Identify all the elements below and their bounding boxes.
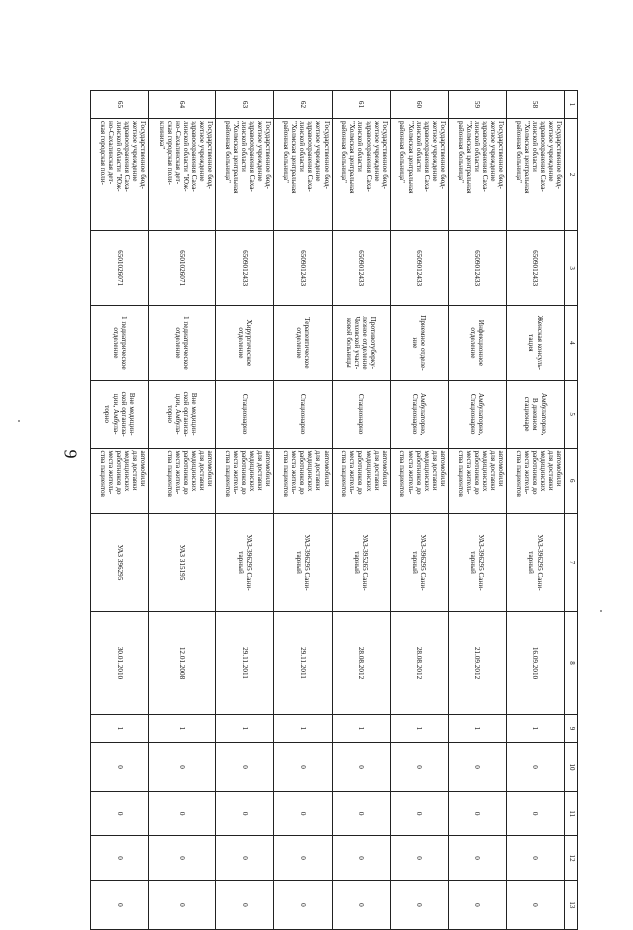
registration-date xyxy=(216,612,274,715)
care-conditions xyxy=(149,380,216,448)
organization-name xyxy=(216,119,274,231)
count-col-12 xyxy=(390,836,448,880)
vehicle-purpose-text: автомобили для доставки медицинских работников до места житель- ства пациентов xyxy=(166,450,215,497)
care-conditions xyxy=(332,380,390,448)
row-number-text: 62 xyxy=(299,100,308,109)
row-number xyxy=(149,91,216,119)
count-col-10-text: 0 xyxy=(299,765,308,769)
organization-name xyxy=(390,119,448,231)
count-col-9-text: 1 xyxy=(240,726,249,731)
scan-speck xyxy=(600,610,602,612)
care-conditions-text: Вне медицин- ской организа- ции, Амбула- торно xyxy=(166,391,199,437)
row-number xyxy=(91,91,149,119)
count-col-10 xyxy=(332,742,390,791)
department-name xyxy=(448,305,506,380)
department-name xyxy=(91,305,149,380)
department-name-text: Хирургическое отделение xyxy=(236,319,253,367)
count-col-11-text: 0 xyxy=(178,811,187,816)
count-col-12-text: 0 xyxy=(115,856,124,860)
organization-code xyxy=(332,231,390,306)
vehicle-model xyxy=(332,513,390,611)
organization-code xyxy=(216,231,274,306)
vehicle-purpose-text: автомобили для доставки медицинских работников до места житель- ства пациентов xyxy=(456,450,505,497)
vehicle-model-text: УАЗ-396295 Сани- тарный xyxy=(527,534,544,591)
vehicle-model xyxy=(216,513,274,611)
count-col-12-text: 0 xyxy=(299,856,308,860)
organization-code-text: 6509012433 xyxy=(415,250,424,287)
count-col-9 xyxy=(332,714,390,742)
registration-date-text: 29.11.2011 xyxy=(240,647,249,679)
vehicle-purpose xyxy=(91,448,149,513)
registration-date xyxy=(448,612,506,715)
count-col-11 xyxy=(448,792,506,836)
column-number-11: 11 xyxy=(565,792,578,836)
organization-code xyxy=(506,231,564,306)
department-name-text: Приемное отделе- ние xyxy=(411,315,428,371)
vehicle-model-text: УАЗ-395265 Сани- тарный xyxy=(353,534,370,591)
count-col-10-text: 0 xyxy=(178,765,187,769)
count-col-9-text: 1 xyxy=(473,726,482,731)
row-number xyxy=(448,91,506,119)
department-name xyxy=(506,305,564,380)
vehicle-model xyxy=(506,513,564,611)
care-conditions xyxy=(506,380,564,448)
vehicle-purpose xyxy=(149,448,216,513)
care-conditions-text: Стационарно xyxy=(240,393,249,435)
count-col-12 xyxy=(274,836,332,880)
row-number-text: 64 xyxy=(178,100,187,109)
scan-speck xyxy=(18,420,20,422)
department-name xyxy=(274,305,332,380)
count-col-13-text: 0 xyxy=(178,903,187,907)
vehicle-purpose xyxy=(390,448,448,513)
organization-code-text: 6509012433 xyxy=(299,250,308,287)
table-row xyxy=(274,91,332,930)
count-col-12 xyxy=(216,836,274,880)
count-col-12-text: 0 xyxy=(240,856,249,860)
care-conditions-text: Стационарно xyxy=(357,393,366,435)
column-number-4: 4 xyxy=(565,305,578,380)
count-col-13-text: 0 xyxy=(357,903,366,907)
count-col-11-text: 0 xyxy=(299,811,308,816)
organization-name-text: Государственное бюд- жетное учреждение здравоохранения Саха- линской области "Холмская центральная районная больница" xyxy=(398,121,447,194)
organization-name xyxy=(274,119,332,231)
organization-code-text: 6509012433 xyxy=(240,250,249,287)
count-col-11 xyxy=(332,792,390,836)
registration-date-text: 28.08.2012 xyxy=(357,646,366,680)
column-number-row xyxy=(565,91,578,930)
registration-date-text: 29.11.2011 xyxy=(299,647,308,679)
table-body xyxy=(91,91,565,930)
count-col-11 xyxy=(390,792,448,836)
column-number-6: 6 xyxy=(565,448,578,513)
vehicle-purpose-text: автомобили для доставки медицинских работников до места житель- ства пациентов xyxy=(224,450,273,497)
count-col-12-text: 0 xyxy=(178,856,187,860)
organization-name-text: Государственное бюд- жетное учреждение здравоохранения Саха- линской области "Холмская центральная районная больница" xyxy=(514,121,563,194)
count-col-13-text: 0 xyxy=(415,903,424,907)
column-number-10: 10 xyxy=(565,742,578,791)
count-col-13-text: 0 xyxy=(240,903,249,907)
organization-code-text: 6501026071 xyxy=(178,250,187,287)
count-col-10-text: 0 xyxy=(473,765,482,769)
department-name xyxy=(332,305,390,380)
count-col-10-text: 0 xyxy=(240,765,249,769)
organization-name-text: Государственное бюд- жетное учреждение здравоохранения Саха- линской области "Холмская центральная районная больница" xyxy=(456,121,505,194)
count-col-11-text: 0 xyxy=(240,811,249,816)
registration-date xyxy=(506,612,564,715)
count-col-10 xyxy=(91,742,149,791)
table-row xyxy=(149,91,216,930)
care-conditions xyxy=(390,380,448,448)
vehicle-model-text: УАЗ-396295 Сани- тарный xyxy=(411,534,428,591)
count-col-9 xyxy=(390,714,448,742)
count-col-13-text: 0 xyxy=(473,903,482,907)
organization-code xyxy=(448,231,506,306)
care-conditions-text: Вне медицин- ской организа- ции, Амбула- торно xyxy=(103,391,136,437)
count-col-12 xyxy=(91,836,149,880)
row-number-text: 65 xyxy=(115,100,124,109)
count-col-12 xyxy=(448,836,506,880)
vehicle-purpose xyxy=(448,448,506,513)
vehicle-purpose-text: автомобили для доставки медицинских работников до места житель- ства пациентов xyxy=(398,450,447,497)
count-col-10-text: 0 xyxy=(115,765,124,769)
count-col-9 xyxy=(274,714,332,742)
registration-date-text: 30.01.2010 xyxy=(115,646,124,680)
organization-code xyxy=(274,231,332,306)
registration-date-text: 28.08.2012 xyxy=(415,646,424,680)
vehicle-purpose xyxy=(506,448,564,513)
organization-name-text: Государственное бюд- жетное учреждение здравоохранения Саха- линской области "Холмская центральная районная больница" xyxy=(282,121,331,194)
care-conditions-text: Стационарно xyxy=(299,393,308,435)
count-col-10-text: 0 xyxy=(357,765,366,769)
column-number-3: 3 xyxy=(565,231,578,306)
table-row xyxy=(332,91,390,930)
count-col-12 xyxy=(332,836,390,880)
column-number-8: 8 xyxy=(565,612,578,715)
registration-date xyxy=(91,612,149,715)
row-number xyxy=(274,91,332,119)
row-number xyxy=(332,91,390,119)
organization-name xyxy=(506,119,564,231)
vehicle-purpose-text: автомобили для доставки медицинских работников до места житель- ства пациентов xyxy=(98,450,148,497)
organization-name-text: Государственное бюд- жетное учреждение здравоохранения Саха- линской области "Холмская центральная районная больница" xyxy=(340,121,389,194)
count-col-9 xyxy=(91,714,149,742)
count-col-11-text: 0 xyxy=(115,811,124,816)
count-col-12-text: 0 xyxy=(531,856,540,860)
row-number-text: 60 xyxy=(415,100,424,109)
organization-name-text: Государственное бюд- жетное учреждение здравоохранения Саха- линской области "Юж- но-Сахалинская дет- ская городская поли- клиника" xyxy=(157,121,215,192)
count-col-11 xyxy=(216,792,274,836)
vehicle-purpose-text: автомобили для доставки медицинских работников до места житель- ства пациентов xyxy=(514,450,563,497)
count-col-13-text: 0 xyxy=(531,903,540,907)
organization-code xyxy=(91,231,149,306)
count-col-11-text: 0 xyxy=(473,811,482,816)
department-name-text: Инфекционное отделение xyxy=(469,319,486,366)
organization-code-text: 6509012433 xyxy=(473,250,482,287)
count-col-11 xyxy=(506,792,564,836)
registration-date xyxy=(390,612,448,715)
count-col-11-text: 0 xyxy=(415,811,424,816)
organization-code-text: 6501026071 xyxy=(115,250,124,287)
vehicle-model-text: УАЗ 396295 xyxy=(115,544,124,581)
organization-code-text: 6509012433 xyxy=(531,250,540,287)
vehicle-table-rotated xyxy=(90,90,578,930)
count-col-11 xyxy=(149,792,216,836)
count-col-11-text: 0 xyxy=(531,811,540,816)
column-number-7: 7 xyxy=(565,513,578,611)
table-row xyxy=(216,91,274,930)
organization-name-text: Государственное бюд- жетное учреждение здравоохранения Саха- линской области "Холмская центральная районная больница" xyxy=(224,121,273,194)
department-name xyxy=(149,305,216,380)
vehicle-purpose xyxy=(216,448,274,513)
vehicle-model-text: УАЗ-396295 Сани- тарный xyxy=(295,534,312,591)
count-col-9-text: 1 xyxy=(178,726,187,731)
count-col-12-text: 0 xyxy=(473,856,482,860)
vehicle-purpose xyxy=(274,448,332,513)
vehicle-model-text: УАЗ-396295 Сани- тарный xyxy=(469,534,486,591)
count-col-9-text: 1 xyxy=(115,726,124,731)
count-col-9 xyxy=(448,714,506,742)
column-number-2: 2 xyxy=(565,119,578,231)
department-name-text: Женская консуль- тация xyxy=(527,315,544,370)
department-name-text: 1 педиатрическое отделение xyxy=(111,316,128,370)
vehicle-model xyxy=(91,513,149,611)
table-row xyxy=(448,91,506,930)
care-conditions xyxy=(274,380,332,448)
vehicle-model xyxy=(149,513,216,611)
column-number-13: 13 xyxy=(565,880,578,929)
row-number xyxy=(216,91,274,119)
count-col-10 xyxy=(448,742,506,791)
count-col-10 xyxy=(390,742,448,791)
department-name xyxy=(216,305,274,380)
count-col-9-text: 1 xyxy=(531,726,540,731)
care-conditions xyxy=(448,380,506,448)
page-number: 9 xyxy=(60,449,81,459)
vehicle-purpose-text: автомобили для доставки медицинских работников до места житель- ства пациентов xyxy=(282,450,331,497)
registration-date xyxy=(149,612,216,715)
count-col-12 xyxy=(506,836,564,880)
count-col-12-text: 0 xyxy=(415,856,424,860)
row-number-text: 58 xyxy=(531,100,540,109)
registration-date-text: 16.09.2010 xyxy=(531,646,540,680)
count-col-9-text: 1 xyxy=(299,726,308,731)
vehicle-table xyxy=(90,90,578,930)
organization-name xyxy=(91,119,149,231)
vehicle-model xyxy=(448,513,506,611)
department-name xyxy=(390,305,448,380)
vehicle-purpose xyxy=(332,448,390,513)
row-number-text: 63 xyxy=(240,100,249,109)
count-col-13-text: 0 xyxy=(299,903,308,907)
column-number-1: 1 xyxy=(565,91,578,119)
row-number xyxy=(506,91,564,119)
registration-date-text: 21.09.2012 xyxy=(473,646,482,680)
care-conditions-text: Амбулаторно, Стационарно xyxy=(469,392,486,436)
vehicle-model-text: УАЗ 315195 xyxy=(178,544,187,581)
count-col-9 xyxy=(216,714,274,742)
column-number-5: 5 xyxy=(565,380,578,448)
count-col-9-text: 1 xyxy=(415,726,424,731)
count-col-12-text: 0 xyxy=(357,856,366,860)
registration-date xyxy=(332,612,390,715)
count-col-13-text: 0 xyxy=(115,903,124,907)
organization-code xyxy=(390,231,448,306)
count-col-11-text: 0 xyxy=(357,811,366,816)
table-row xyxy=(91,91,149,930)
count-col-9 xyxy=(149,714,216,742)
registration-date xyxy=(274,612,332,715)
vehicle-purpose-text: автомобили для доставки медицинских работников до места житель- ства пациентов xyxy=(340,450,389,497)
organization-name xyxy=(332,119,390,231)
organization-name xyxy=(149,119,216,231)
row-number-text: 59 xyxy=(473,100,482,109)
row-number xyxy=(390,91,448,119)
department-name-text: 1 педиатрическое отделение xyxy=(174,316,191,370)
row-number-text: 61 xyxy=(357,100,366,109)
care-conditions xyxy=(91,380,149,448)
organization-name xyxy=(448,119,506,231)
organization-code xyxy=(149,231,216,306)
count-col-10 xyxy=(506,742,564,791)
vehicle-model xyxy=(274,513,332,611)
care-conditions-text: Амбулаторно, Стационарно xyxy=(411,392,428,436)
column-number-9: 9 xyxy=(565,714,578,742)
organization-code-text: 6509012433 xyxy=(357,250,366,287)
care-conditions xyxy=(216,380,274,448)
count-col-10 xyxy=(274,742,332,791)
department-name-text: Противотуберку- лезное отделение Чеховской участ- ковой больницы xyxy=(345,316,378,370)
table-row xyxy=(506,91,564,930)
count-col-9 xyxy=(506,714,564,742)
count-col-11 xyxy=(274,792,332,836)
vehicle-model-text: УАЗ-396295 Сани- тарный xyxy=(236,534,253,591)
count-col-11 xyxy=(91,792,149,836)
count-col-10-text: 0 xyxy=(531,765,540,769)
count-col-10 xyxy=(216,742,274,791)
count-col-9-text: 1 xyxy=(357,726,366,731)
table-row xyxy=(390,91,448,930)
count-col-10-text: 0 xyxy=(415,765,424,769)
count-col-12 xyxy=(149,836,216,880)
care-conditions-text: Амбулаторно, В дневном стационаре xyxy=(523,392,548,436)
column-number-12: 12 xyxy=(565,836,578,880)
registration-date-text: 12.01.2008 xyxy=(178,646,187,680)
organization-name-text: Государственное бюд- жетное учреждение здравоохранения Саха- линской области "Юж- но-Сахалинская дет- ская городская поли- xyxy=(98,121,148,192)
vehicle-model xyxy=(390,513,448,611)
department-name-text: Терапевтическое отделение xyxy=(295,317,312,369)
count-col-10 xyxy=(149,742,216,791)
